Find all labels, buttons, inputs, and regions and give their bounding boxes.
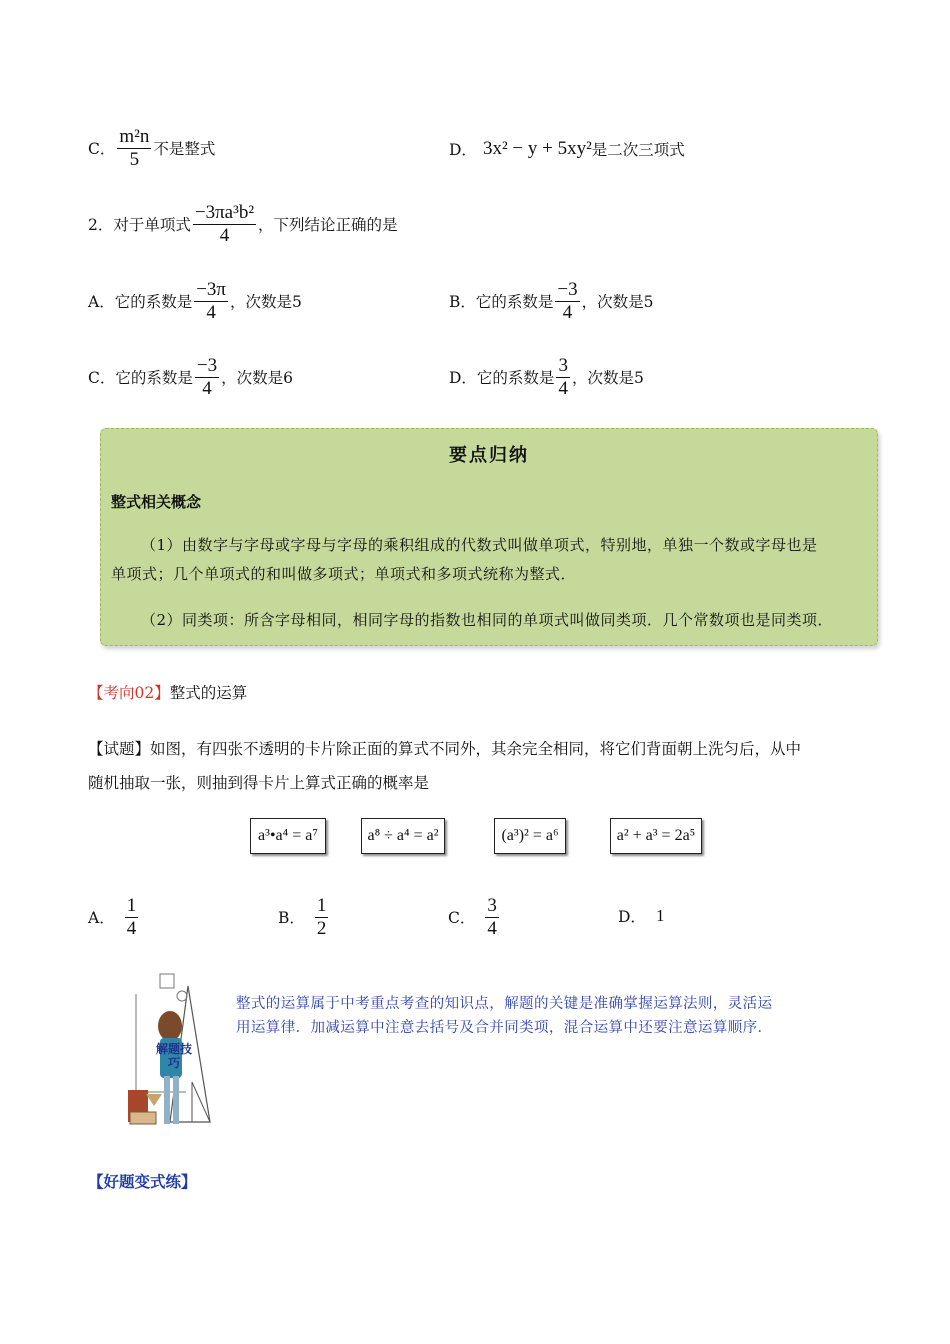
fraction [194, 280, 228, 323]
summary-paragraph-2: （2）同类项：所含字母相同，相同字母的指数也相同的单项式叫做同类项．几个常数项也是同类项． [141, 611, 834, 629]
option-label: D．它的系数是 [449, 369, 555, 387]
q2-option-b[interactable] [449, 278, 654, 324]
fraction-denominator: 4 [562, 301, 573, 323]
option-label: A．它的系数是 [88, 293, 193, 311]
tip-line: 用运算律．加减运算中注意去括号及合并同类项，混合运算中还要注意运算顺序． [236, 1020, 773, 1036]
fraction [125, 896, 139, 939]
fraction-denominator: 4 [126, 917, 137, 939]
summary-line: 单项式；几个单项式的和叫做多项式；单项式和多项式统称为整式． [111, 565, 577, 583]
option-label: B．它的系数是 [449, 293, 554, 311]
tip-badge-text: 巧 [167, 1056, 180, 1070]
fraction [485, 896, 499, 939]
answer-c[interactable] [448, 894, 501, 940]
card-4[interactable] [610, 818, 702, 854]
fraction-numerator: 1 [126, 894, 137, 916]
fraction-numerator: 3 [558, 354, 568, 376]
option-label: C． [88, 140, 116, 158]
section-title: 整式的运算 [169, 684, 248, 702]
q2-stem [88, 200, 398, 248]
tip-badge [148, 1042, 200, 1070]
section-heading [88, 680, 247, 704]
option-label: C． [448, 909, 476, 927]
option-value: 1 [655, 906, 665, 925]
option-label: D． [449, 141, 477, 159]
trial-text: 随机抽取一张，则抽到得卡片上算式正确的概率是 [88, 774, 430, 792]
summary-paragraph-1 [111, 531, 867, 560]
fraction [556, 356, 570, 399]
card-3[interactable] [494, 818, 566, 854]
section-tag: 【考向02】 [88, 684, 170, 702]
question-text: ，下列结论正确的是 [258, 216, 398, 234]
summary-subtitle: 整式相关概念 [111, 493, 202, 511]
fraction-denominator: 4 [487, 917, 497, 939]
fraction [555, 280, 579, 323]
card-expression: a³•a⁴ = a⁷ [258, 827, 318, 844]
fraction [315, 896, 329, 939]
fraction-numerator: −3πa³b² [194, 201, 255, 223]
option-label: C．它的系数是 [88, 369, 193, 387]
summary-paragraph-1-cont [111, 560, 867, 589]
summary-title: 要点归纳 [449, 445, 529, 466]
tip-line: 整式的运算属于中考重点考查的知识点，解题的关键是准确掌握运算法则，灵活运 [236, 996, 773, 1012]
card-1[interactable] [250, 818, 326, 854]
option-text: ，次数是6 [221, 369, 293, 387]
fraction-numerator: m²n [119, 125, 150, 147]
summary-line: （1）由数字与字母或字母与字母的乘积组成的代数式叫做单项式，特别地，单独一个数或字母也是 [141, 536, 818, 554]
fraction [195, 356, 219, 399]
answer-d[interactable] [618, 904, 664, 928]
fraction-numerator: −3 [557, 278, 578, 300]
fraction-numerator: 1 [316, 894, 327, 916]
fraction-numerator: 3 [487, 894, 497, 916]
card-2[interactable] [361, 818, 445, 854]
card-expression: a² + a³ = 2a⁵ [616, 827, 696, 844]
option-text: ，次数是5 [571, 369, 644, 387]
answer-a[interactable] [88, 894, 140, 940]
option-label: B． [278, 909, 305, 927]
q1-option-d[interactable] [449, 136, 685, 162]
card-expression: (a³)² = a⁶ [501, 827, 559, 844]
tip-illustration [126, 972, 216, 1128]
card-expression: a⁸ ÷ a⁴ = a² [367, 827, 439, 844]
fraction-numerator: −3 [196, 354, 218, 376]
q1-option-c[interactable] [88, 126, 215, 170]
tip-text [236, 992, 836, 1040]
option-expression: 3x² − y + 5xy² [482, 138, 592, 159]
option-text: 是二次三项式 [591, 141, 685, 159]
q2-option-a[interactable] [88, 278, 302, 324]
trial-text: 如图，有四张不透明的卡片除正面的算式不同外，其余完全相同，将它们背面朝上洗匀后，从中 [150, 740, 802, 758]
question-text: 2．对于单项式 [88, 216, 191, 234]
fraction-denominator: 5 [129, 148, 140, 170]
summary-box [100, 428, 878, 646]
fraction-denominator: 4 [219, 224, 230, 246]
option-label: A． [88, 909, 115, 927]
trial-question [88, 732, 868, 800]
practice-heading: 【好题变式练】 [88, 1172, 197, 1191]
tip-badge-text: 解题技 [155, 1042, 192, 1056]
fraction [193, 203, 256, 246]
fraction-denominator: 4 [558, 377, 568, 399]
fraction-denominator: 2 [316, 917, 327, 939]
option-text: ，次数是5 [230, 293, 302, 311]
fraction [117, 127, 151, 170]
option-text: 不是整式 [153, 140, 216, 158]
fraction-numerator: −3π [196, 278, 227, 300]
fraction-denominator: 4 [202, 377, 212, 399]
option-label: D． [618, 908, 646, 926]
q2-option-c[interactable] [88, 354, 293, 400]
q2-option-d[interactable] [449, 354, 644, 400]
answer-b[interactable] [278, 894, 330, 940]
trial-tag: 【试题】 [88, 740, 151, 758]
option-text: ，次数是5 [581, 293, 654, 311]
fraction-denominator: 4 [206, 301, 216, 323]
